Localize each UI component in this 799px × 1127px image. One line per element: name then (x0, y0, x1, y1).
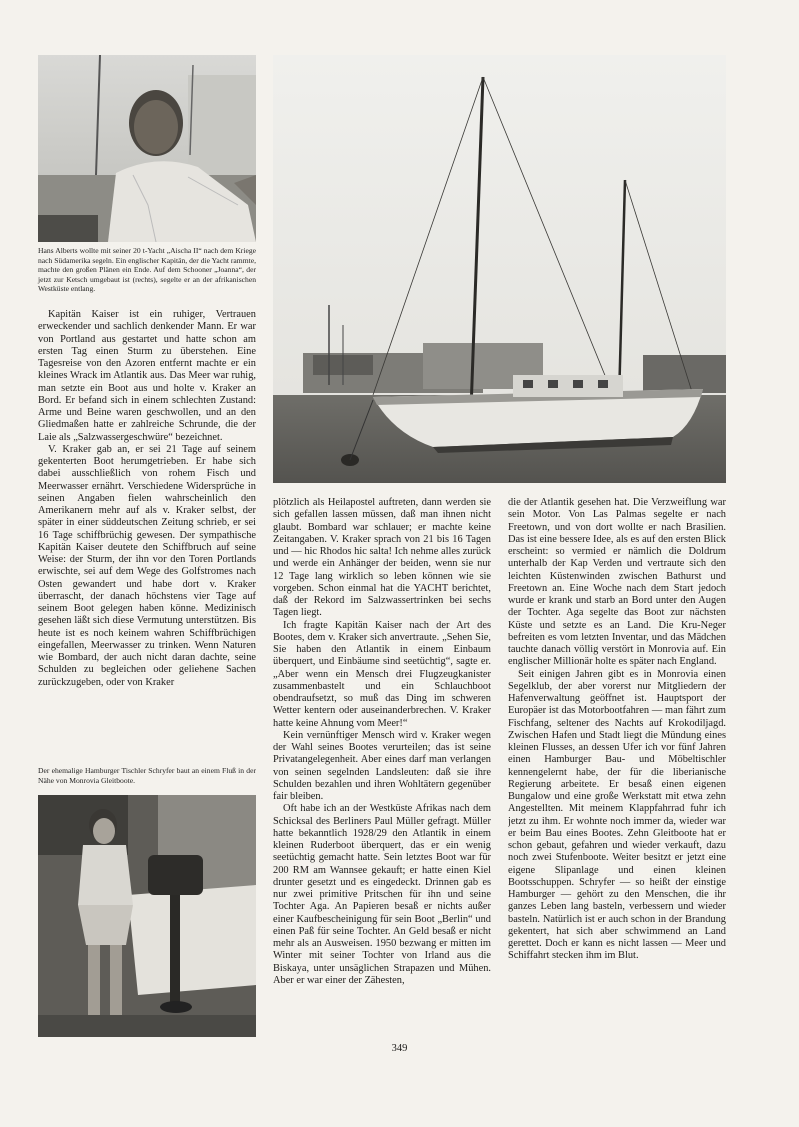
portrait-caption: Hans Alberts wollte mit seiner 20 t-Yacht „Aischa II“ nach dem Kriege nach Südamerika segeln. Ein englischer Kapitän, der die Yacht rammte, machte den großen Plänen ein Ende. Auf dem Schooner „Joanna“, der jetzt zur Ketsch umgebaut ist (rechts), segelte er an der afrikanischen Westküste entlang. (38, 246, 256, 294)
ketch-photo (273, 55, 726, 483)
carpenter-caption: Der ehemalige Hamburger Tischler Schryfer baut an einem Fluß in der Nähe von Monrovia Gleitboote. (38, 766, 256, 785)
paragraph: V. Kraker gab an, er sei 21 Tage auf seinem gekenterten Boot herumgetrieben. Er habe sich dabei ausschließlich von rohem Fisch und Meerwasser ernährt. Verschiedene Widersprüche in seinen Angaben fielen wahrscheinlich den Amerikanern mehr auf als v. Kraker selbst, der später in einer süddeutschen Zeitung schrieb, er sei 16 Tage schiffbrüchig gewesen. Der sympathische Kapitän Kaiser deutete den Schiffbruch auf seine Weise: der Sturm, der ihn vor den Toren Portlands erwischte, sei auf dem Wege des Golfstromes nach Osten gewandert und habe dort v. Kraker überrascht, der danach höchstens vier Tage auf seinem Boot gelegen haben könne. Medizinisch gesehen läßt sich diese Vermutung unterstützen. Bis heute ist es noch keinem wahren Schiffbrüchigen eingefallen, Meerwasser zu trinken. Wenn Naturen wie Bombard, der auch nicht daran dachte, seine Schulden zu begleichen oder geliehene Sachen zurückzugeben, oder von Kraker (38, 443, 256, 688)
article-column-left (38, 309, 256, 756)
paragraph: Ich fragte Kapitän Kaiser nach der Art des Bootes, dem v. Kraker sich anvertraute. „Sehen Sie, Sie haben den Atlantik in einem Einbaum überquert, und Einbäume sind seetüchtig“, sagte er. „Aber wenn ein Mensch drei Flugzeugkanister zusammenbastelt und ein Schlauchboot obendraufsetzt, so muß das Ding im schweren Wetter kentern oder auseinanderbrechen. V. Kraker hatte keine Ahnung vom Meer!“ (273, 619, 491, 729)
article-column-middle (273, 497, 491, 1042)
paragraph: Seit einigen Jahren gibt es in Monrovia einen Segelklub, der aber vorerst nur Mitgliedern der Hafenverwaltung geöffnet ist. Hauptsport der Europäer ist das Motorbootfahren — man fährt zum Fischfang, seltener des Nachts auf Krokodiljagd. Zwischen Hafen und Stadt liegt die Mündung eines kleinen Flusses, an dessen Ufer ich vor fünf Jahren einen Hamburger Bau- und Möbeltischler kennengelernt habe, der für die liberianische Regierung arbeitete. Er besaß einen eigenen Bungalow und eine große Werkstatt mit etwa zehn Angestellten. Mit meinem Klappfahrrad fuhr ich jetzt zu ihm. Er wohnte noch immer da, wieder war er beim Bau eines Bootes. Zehn Gleitboote hat er schon gebaut, gefahren und wieder verkauft, dazu noch zwei Stufenboote. Weiter besitzt er jetzt eine eigene Slipanlage und einen kleinen Bootsschuppen. Schryfer — so heißt der einstige Hamburger — gehört zu den Menschen, die ihr ganzes Leben lang basteln, verbessern und wieder basteln. Natürlich ist er auch schon in der Brandung gekentert, hat sich aber schwimmend an Land gerettet. Doch er kann es nicht lassen — Meer und Schiffahrt stecken ihm im Blut. (508, 668, 726, 962)
paragraph: die der Atlantik gesehen hat. Die Verzweiflung war sein Motor. Von Las Palmas segelte er nach Freetown, und von dort wollte er nach Brasilien. Das ist eine bessere Idee, als es auf den ersten Blick erscheint: so vermied er nämlich die Doldrum unterhalb der Kap Verden und vertraute sich den leichten Küstenwinden zwischen Bathurst und Freetown an. Eine Woche nach dem Start jedoch wurde er krank und starb an Bord unter den Augen der Tochter. Aga segelte das Boot zur nächsten Küste und setzte es an Land. Die Kru-Neger befreiten es vom letzten Inventar, und das Mädchen tauchte danach völlig verstört in Monrovia auf. Ein englischer Millionär holte es später nach England. (508, 497, 726, 668)
paragraph: plötzlich als Heilapostel auftreten, dann werden sie sich gefallen lassen müssen, daß man ihnen nicht glaubt. Bombard war schlauer; er machte keine Zeitangaben. V. Kraker sprach von 21 bis 16 Tagen und — hic Rhodos hic salta! Ich nehme alles zurück und werde ein Anhänger der beiden, wenn sie nur 12 Tage lang wirklich so leben können wie sie vorgeben. Schon einmal hat die YACHT berichtet, daß der Rekord im Salzwassertrinken bei sechs Tagen liegt. (273, 497, 491, 619)
portrait-photo (38, 55, 256, 242)
carpenter-photo (38, 795, 256, 1037)
page-number: 349 (391, 1043, 408, 1054)
paragraph: Oft habe ich an der Westküste Afrikas nach dem Schicksal des Berliners Paul Müller gefragt. Müller hatte bekanntlich 1928/29 den Atlantik in einem kleinen Ruderboot überquert, das er ein wenig seetüchtig gemacht hatte. Sein letztes Boot war für 200 RM am Wannsee gekauft; er hatte einen Kiel drunter gesetzt und es eingedeckt. Drinnen gab es nur zwei primitive Pritschen für ihn und seine Tochter Aga. An Papieren besaß er nichts außer einer Kaufbescheinigung für sein Boot „Berlin“ und einen Paß für seine Tochter. An Geld besaß er nicht mehr als an Ausweisen. 1950 bezwang er mitten im Winter mit seiner Tochter von Irland aus die Biskaya, unter unsäglichen Strapazen und Mühen. Aber er war einer der Zähesten, (273, 803, 491, 986)
paragraph: Kein vernünftiger Mensch wird v. Kraker wegen der Wahl seines Bootes verurteilen; das ist seine Privatangelegenheit. Aber eines darf man verlangen von seinen segelnden Landsleuten: daß sie ihre Schulden bezahlen und ihren Wohltätern gegenüber fair bleiben. (273, 729, 491, 802)
article-column-right (508, 497, 726, 1042)
paragraph: Kapitän Kaiser ist ein ruhiger, Vertrauen erweckender und sachlich denkender Mann. Er war von Portland aus gestartet und hatte schon am ersten Tag einen Sturm zu überstehen. Eine Tagesreise von den Azoren entfernt machte er ein kleines Wrack im Atlantik aus. Das Meer war ruhig, man setzte ein Boot aus und holte v. Kraker an Bord. Er befand sich in einem schlechten Zustand: Arme und Beine waren geschwollen, und an den Gliedmaßen hatte er zahlreiche Schrunde, die der Laie als „Salzwassergeschwüre“ bezeichnet. (38, 309, 256, 443)
